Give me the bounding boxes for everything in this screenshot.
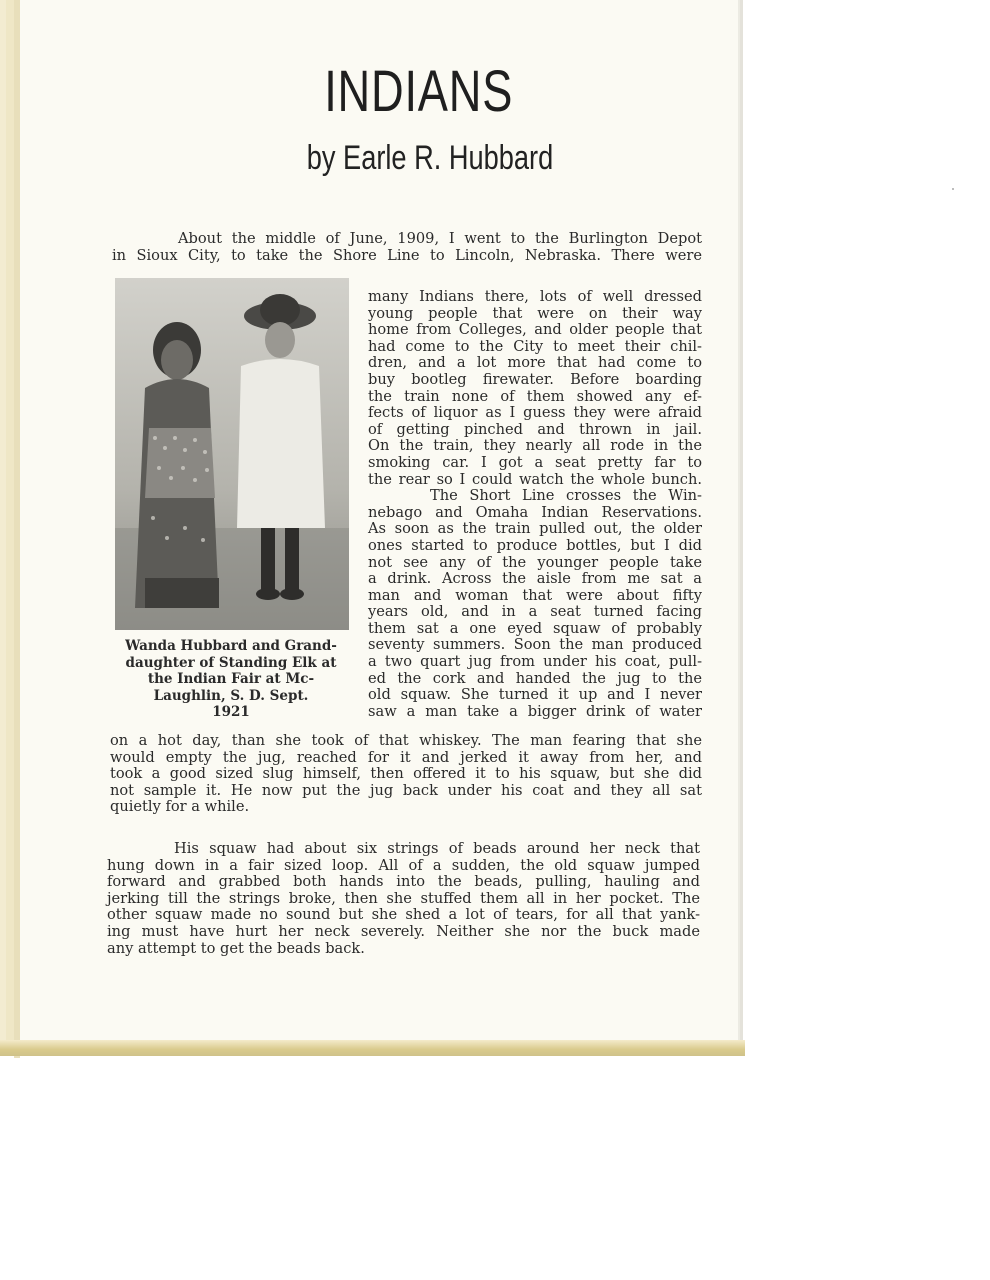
article-title: INDIANS <box>324 59 514 124</box>
text-line: took a good sized slug himself, then offered it to his squaw, but she did <box>110 765 702 783</box>
text-line: ones started to produce bottles, but I did <box>368 536 702 554</box>
paragraph-beads <box>107 841 700 957</box>
caption-line: daughter of Standing Elk at <box>125 654 337 671</box>
text-line: had come to the City to meet their chil- <box>368 337 702 355</box>
text-line: ing must have hurt her neck severely. Neither she nor the buck made <box>107 922 700 940</box>
text-line: in Sioux City, to take the Shore Line to Lincoln, Nebraska. There were <box>112 246 702 264</box>
article-byline: by Earle R. Hubbard <box>306 139 554 177</box>
text-line: forward and grabbed both hands into the beads, pulling, hauling and <box>107 873 700 891</box>
scan-speck <box>952 188 954 190</box>
text-line: young people that were on their way <box>368 304 702 322</box>
text-line: As soon as the train pulled out, the older <box>368 520 702 538</box>
continuation-paragraph <box>110 733 702 816</box>
photo-two-girls <box>115 278 349 630</box>
text-line: His squaw had about six strings of beads around her neck that <box>174 840 700 857</box>
text-line: on a hot day, than she took of that whiskey. The man fearing that she <box>110 732 702 749</box>
caption-line: Wanda Hubbard and Grand- <box>125 638 337 654</box>
text-line: nebago and Omaha Indian Reservations. <box>368 503 702 521</box>
text-line: smoking car. I got a seat pretty far to <box>368 453 702 471</box>
text-line: of getting pinched and thrown in jail. <box>368 420 702 438</box>
photo-caption <box>108 638 354 721</box>
text-line: not sample it. He now put the jug back under his coat and they all sat <box>110 781 702 799</box>
text-line: them sat a one eyed squaw of probably <box>368 619 702 637</box>
text-line: buy bootleg firewater. Before boarding <box>368 370 702 388</box>
text-line: any attempt to get the beads back. <box>107 939 365 957</box>
text-line: ed the cork and handed the jug to the <box>368 669 702 687</box>
text-line: a two quart jug from under his coat, pull- <box>368 653 702 671</box>
text-line: dren, and a lot more that had come to <box>368 354 702 372</box>
text-line: On the train, they nearly all rode in the <box>368 437 702 455</box>
text-line: old squaw. She turned it up and I never <box>368 686 702 704</box>
caption-line: 1921 <box>212 704 250 720</box>
text-line: other squaw made no sound but she shed a lot of tears, for all that yank- <box>107 906 700 924</box>
text-line: home from Colleges, and older people that <box>368 321 702 339</box>
page-border <box>740 0 743 1056</box>
text-line: saw a man take a bigger drink of water <box>368 702 702 720</box>
text-line: the rear so I could watch the whole bunch. <box>368 470 702 488</box>
text-line: man and woman that were about fifty <box>368 586 702 604</box>
page-edge <box>6 0 14 1055</box>
text-line: not see any of the younger people take <box>368 553 702 571</box>
caption-line: Laughlin, S. D. Sept. <box>153 687 309 704</box>
text-line: the train none of them showed any ef- <box>368 387 702 405</box>
text-line: About the middle of June, 1909, I went to the Burlington Depot <box>178 230 702 247</box>
caption-line: the Indian Fair at Mc- <box>147 671 315 687</box>
text-line: many Indians there, lots of well dressed <box>368 288 702 305</box>
intro-paragraph <box>112 231 702 264</box>
page-bottom-edge <box>0 1040 745 1056</box>
text-line: hung down in a fair sized loop. All of a sudden, the old squaw jumped <box>107 856 700 874</box>
photo-image <box>115 278 349 630</box>
text-line: a drink. Across the aisle from me sat a <box>368 570 702 588</box>
text-line: seventy summers. Soon the man produced <box>368 636 702 654</box>
text-line: years old, and in a seat turned facing <box>368 603 702 621</box>
text-line: jerking till the strings broke, then she stuffed them all in her pocket. The <box>107 889 700 907</box>
text-line: quietly for a while. <box>110 798 250 816</box>
column-text <box>368 289 702 720</box>
text-line: The Short Line crosses the Win- <box>430 487 702 505</box>
text-line: would empty the jug, reached for it and jerked it away from her, and <box>110 748 702 766</box>
text-line: fects of liquor as I guess they were afraid <box>368 404 702 422</box>
